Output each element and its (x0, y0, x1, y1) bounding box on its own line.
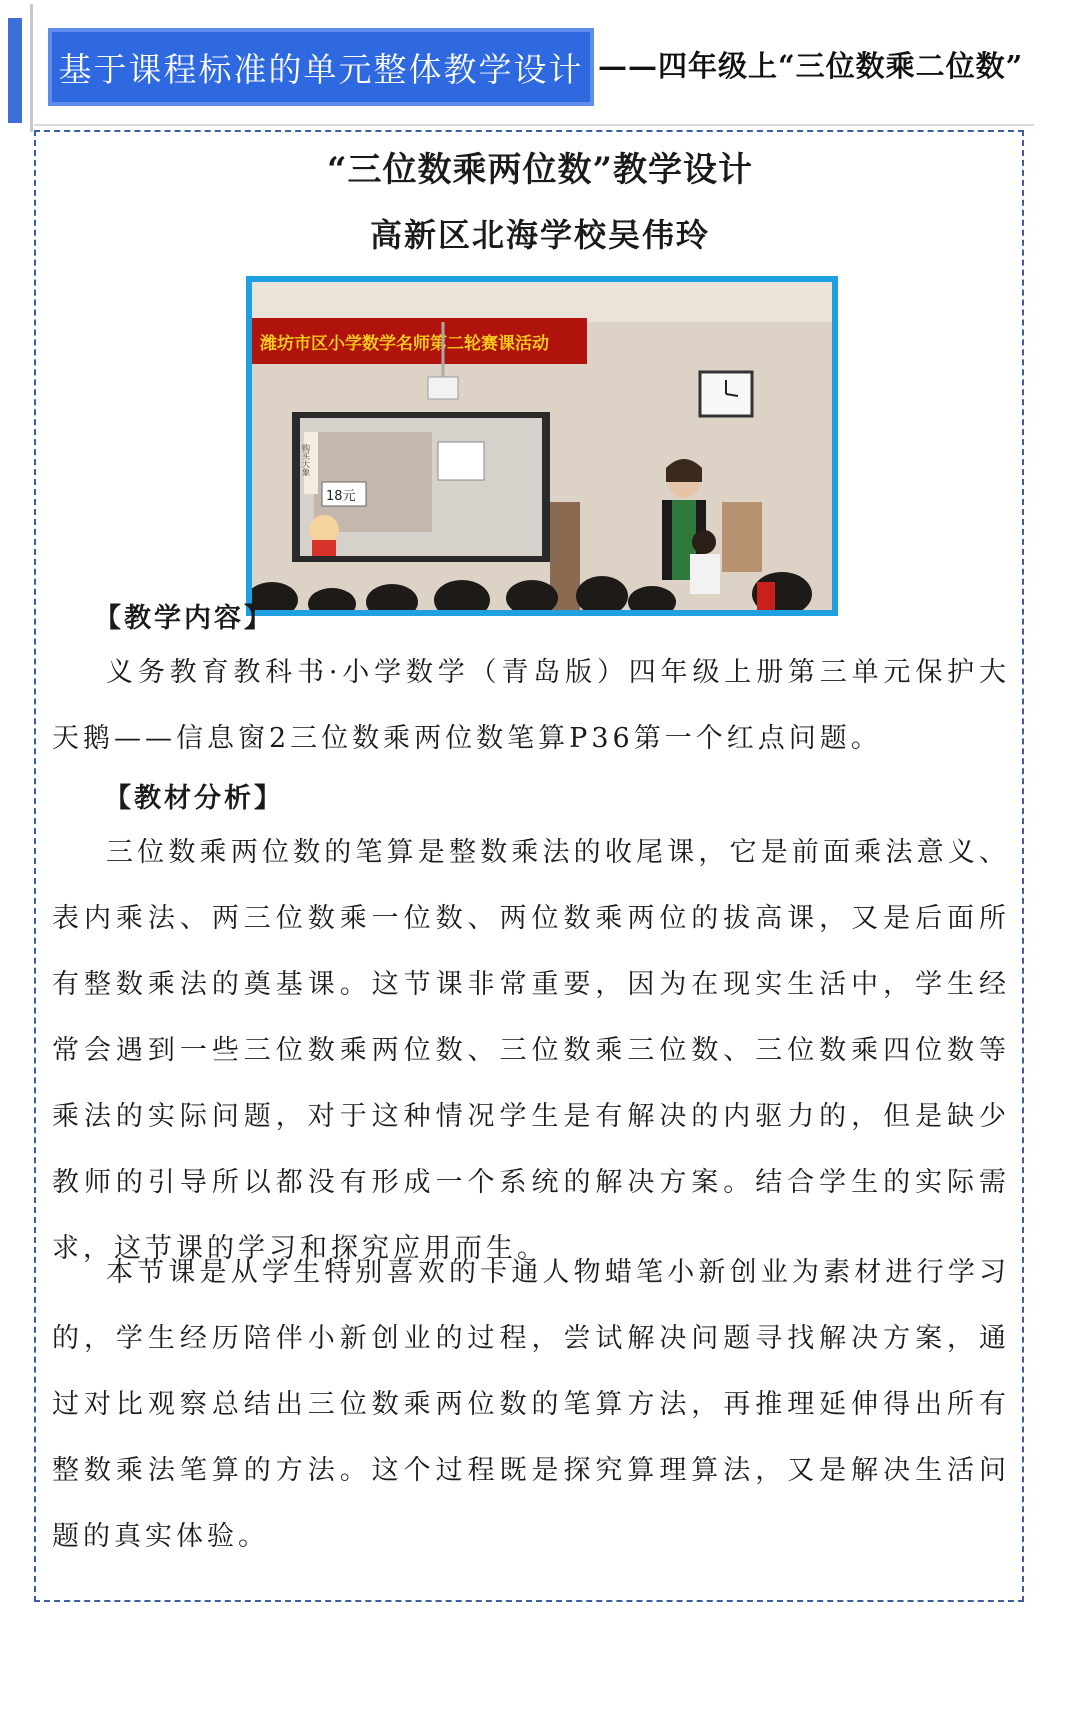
photo-slide-price: 18元 (326, 489, 356, 504)
photo-ceiling (252, 282, 832, 322)
document-title: “三位数乘两位数”教学设计 (326, 150, 754, 190)
paragraph-analysis-2: 本节课是从学生特别喜欢的卡通人物蜡笔小新创业为素材进行学习的，学生经历陪伴小新创业的过程，尝试解决问题寻找解决方案，通过对比观察总结出三位数乘两位数的笔算方法，再推理延伸得出所有整数乘法笔算的方法。这个过程既是探究算理算法，又是解决生活问题的真实体验。 (52, 1257, 1010, 1552)
paragraph-content: 义务教育教科书·小学数学（青岛版）四年级上册第三单元保护大天鹅——信息窗2三位数乘两位数笔算P36第一个红点问题。 (52, 657, 1010, 754)
classroom-photo (246, 276, 838, 616)
header-title-box (48, 28, 594, 106)
header-subtitle: ——四年级上“三位数乘二位数” (598, 49, 1024, 83)
section-heading-content: 【教学内容】 (94, 603, 274, 634)
header-title: 基于课程标准的单元整体教学设计 (58, 49, 584, 89)
section-heading-analysis: 【教材分析】 (104, 783, 284, 814)
paragraph-analysis-1: 三位数乘两位数的笔算是整数乘法的收尾课，它是前面乘法意义、表内乘法、两三位数乘一位数、两位数乘两位的拔高课，又是后面所有整数乘法的奠基课。这节课非常重要，因为在现实生活中，学生经常会遇到一些三位数乘两位数、三位数乘三位数、三位数乘四位数等乘法的实际问题，对于这种情况学生是有解决的内驱力的，但是缺少教师的引导所以都没有形成一个系统的解决方案。结合学生的实际需求，这节课的学习和探究应用而生。 (52, 837, 1010, 1264)
side-accent-bar (8, 18, 22, 123)
header-rule (34, 124, 1034, 126)
photo-slide-side-label: 购买大象 (301, 444, 311, 476)
document-author: 高新区北海学校吴伟玲 (369, 216, 710, 254)
projector-icon (428, 377, 458, 399)
side-divider-line (30, 4, 33, 132)
photo-banner-text: 潍坊市区小学数学名师第二轮赛课活动 (260, 334, 549, 354)
